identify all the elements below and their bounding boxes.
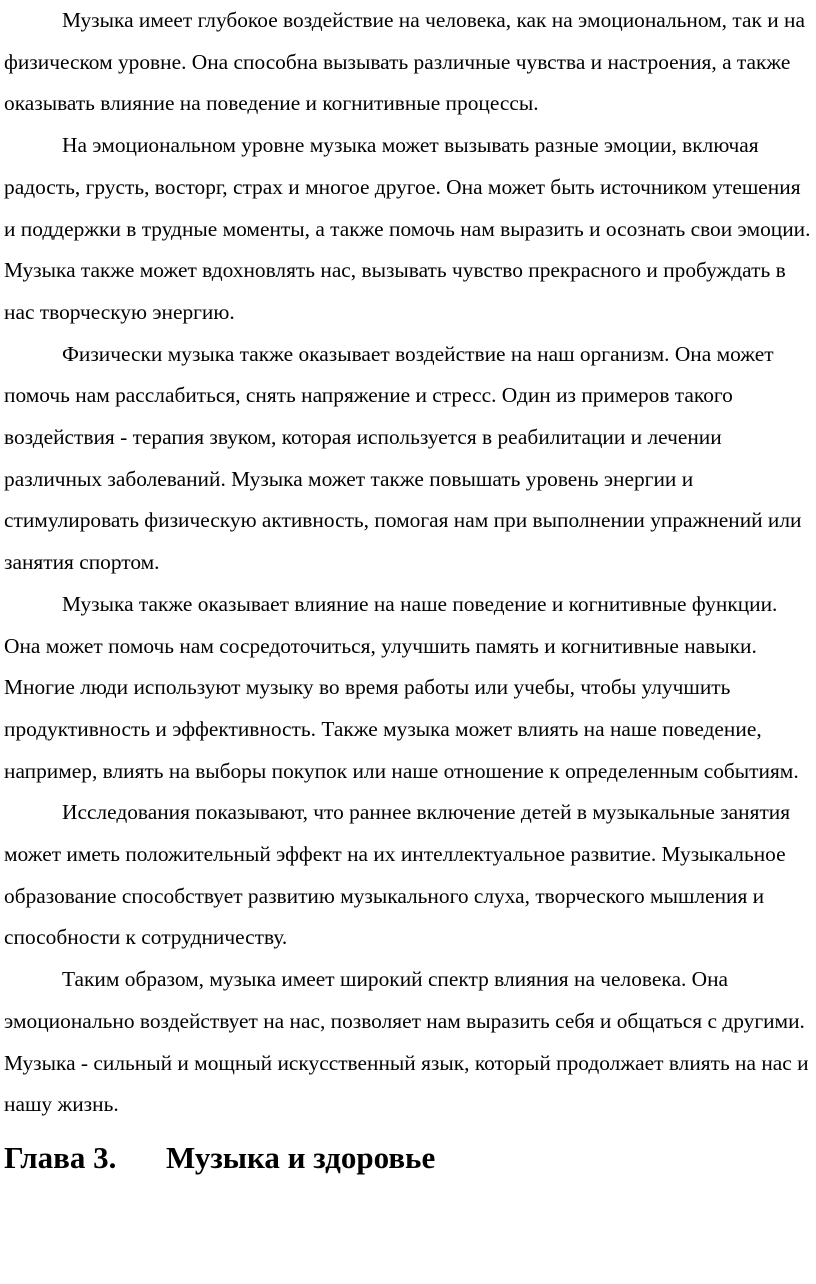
paragraph-2: На эмоциональном уровне музыка может вызывать разные эмоции, включая радость, грусть, восторг, страх и многое другое. Она может быть источником утешения и поддержки в трудные моменты, а также помочь нам выразить и осознать свои эмоции. Музыка также может вдохновлять нас, вызывать чувство прекрасного и пробуждать в нас творческую энергию. bbox=[4, 133, 811, 324]
chapter-title: Музыка и здоровье bbox=[166, 1139, 436, 1175]
paragraph-5: Исследования показывают, что раннее включение детей в музыкальные занятия может иметь положительный эффект на их интеллектуальное развитие. Музыкальное образование способствует развитию музыкального слуха, творческого мышления и способности к сотрудничеству. bbox=[4, 800, 791, 950]
paragraph-1: Музыка имеет глубокое воздействие на человека, как на эмоциональном, так и на физическом уровне. Она способна вызывать различные чувства и настроения, а также оказывать влияние на поведение и когнитивные процессы. bbox=[4, 8, 805, 116]
chapter-heading bbox=[4, 1136, 812, 1180]
paragraph-3: Физически музыка также оказывает воздействие на наш организм. Она может помочь нам расслабиться, снять напряжение и стресс. Один из примеров такого воздействия - терапия звуком, которая используется в реабилитации и лечении различных заболеваний. Музыка может также повышать уровень энергии и стимулировать физическую активность, помогая нам при выполнении упражнений или занятия спортом. bbox=[4, 341, 802, 575]
paragraph-4: Музыка также оказывает влияние на наше поведение и когнитивные функции. Она может помочь нам сосредоточиться, улучшить память и когнитивные навыки. Многие люди используют музыку во время работы или учебы, чтобы улучшить продуктивность и эффективность. Также музыка может влиять на наше поведение, например, влиять на выборы покупок или наше отношение к определенным событиям. bbox=[4, 591, 799, 783]
chapter-number: Глава 3. bbox=[4, 1139, 117, 1175]
document-page bbox=[4, 0, 812, 1180]
paragraph-6: Таким образом, музыка имеет широкий спектр влияния на человека. Она эмоционально воздействует на нас, позволяет нам выразить себя и общаться с другими. Музыка - сильный и мощный искусственный язык, который продолжает влиять на нас и нашу жизнь. bbox=[4, 967, 809, 1117]
